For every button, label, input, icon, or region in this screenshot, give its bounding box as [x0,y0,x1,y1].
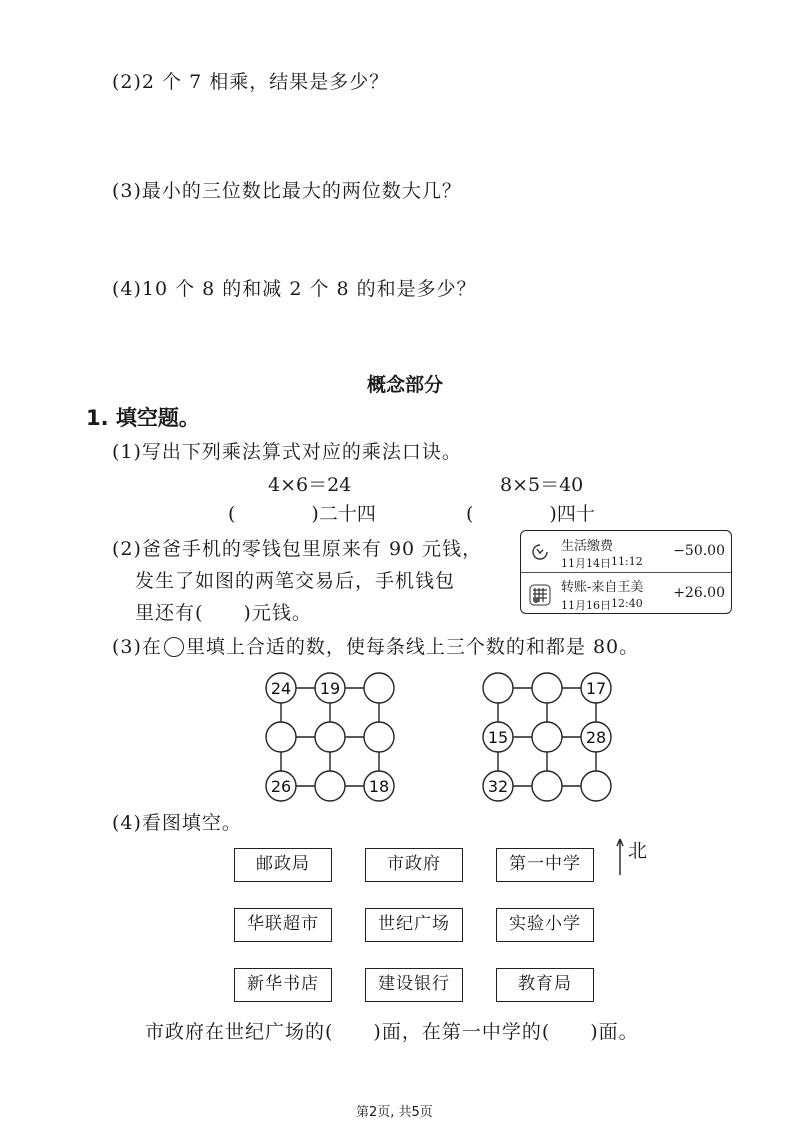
number-grid-left [260,667,400,807]
q4-sentence: 市政府在世纪广场的( )面，在第一中学的( )面。 [145,1021,639,1043]
grid-right-number: 28 [585,728,607,747]
q3-prompt [112,632,639,659]
q2-line1: (2)爸爸手机的零钱包里原来有 90 元钱， [112,538,483,560]
txn1-title: 生活缴费 [561,539,614,554]
question-2: (2)2 个 7 相乘，结果是多少？ [112,71,390,93]
grid-left-cell [364,722,394,752]
avatar-icon [529,584,551,606]
question-4: (4)10 个 8 的和减 2 个 8 的和是多少？ [112,278,477,300]
grid-left-cell [364,673,394,703]
grid-right-number: 17 [585,679,607,698]
q3-prompt-before: (3)在 [112,636,162,658]
page-footer: 第2页, 共5页 [356,1105,433,1120]
part1-title: 1. 填空题。 [86,406,200,430]
txn1-time: 11:12 [611,555,643,568]
txn2-time: 12:40 [611,597,643,610]
answer-a: ( )二十四 [228,503,376,525]
grid-right-number: 32 [487,777,509,796]
section-title: 概念部分 [367,374,444,396]
grid-right-cell [532,771,562,801]
number-grid-right [477,667,617,807]
map-box-experimental-school: 实验小学 [496,908,594,942]
answer-b: ( )四十 [466,503,595,525]
grid-right-cell [532,673,562,703]
map-box-education-bureau: 教育局 [496,968,594,1002]
grid-left-cell [266,722,296,752]
north-label: 北 [628,840,649,862]
grid-left-number: 19 [319,679,341,698]
formula-b: 8×5＝40 [500,474,584,496]
grid-right-number: 15 [487,728,509,747]
map-box-first-middle-school: 第一中学 [496,848,594,882]
wallet-transactions-card [520,530,732,614]
q2-line3: 里还有( )元钱。 [135,602,312,624]
q3-prompt-after: 里填上合适的数，使每条线上三个数的和都是 80。 [185,636,640,658]
grid-right-cell [532,722,562,752]
txn2-date: 11月16日 [561,599,611,612]
q4-prompt: (4)看图填空。 [112,812,242,834]
map-box-post-office: 邮政局 [234,848,332,882]
formula-a: 4×6＝24 [268,474,352,496]
circle-icon [164,637,184,657]
grid-left-cell [315,722,345,752]
map-box-century-square: 世纪广场 [365,908,463,942]
grid-right-cell [483,673,513,703]
txn2-amount: +26.00 [673,585,725,601]
txn1-amount: −50.00 [673,543,725,559]
q1-prompt: (1)写出下列乘法算式对应的乘法口诀。 [112,441,462,463]
grid-left-cell [315,771,345,801]
q2-line2: 发生了如图的两笔交易后，手机钱包 [135,570,456,592]
txn1-date: 11月14日 [561,557,611,570]
north-arrow-icon [614,837,626,877]
grid-right-cell [581,771,611,801]
clock-icon [531,543,549,561]
map-box-supermarket: 华联超市 [234,908,332,942]
map-box-bank: 建设银行 [365,968,463,1002]
grid-left-number: 24 [270,679,292,698]
txn2-title: 转账-来自王美 [561,580,644,595]
map-box-bookstore: 新华书店 [234,968,332,1002]
map-box-city-hall: 市政府 [365,848,463,882]
question-3: (3)最小的三位数比最大的两位数大几？ [112,180,462,202]
grid-left-number: 26 [270,777,292,796]
grid-left-number: 18 [368,777,390,796]
card-divider [521,572,731,573]
